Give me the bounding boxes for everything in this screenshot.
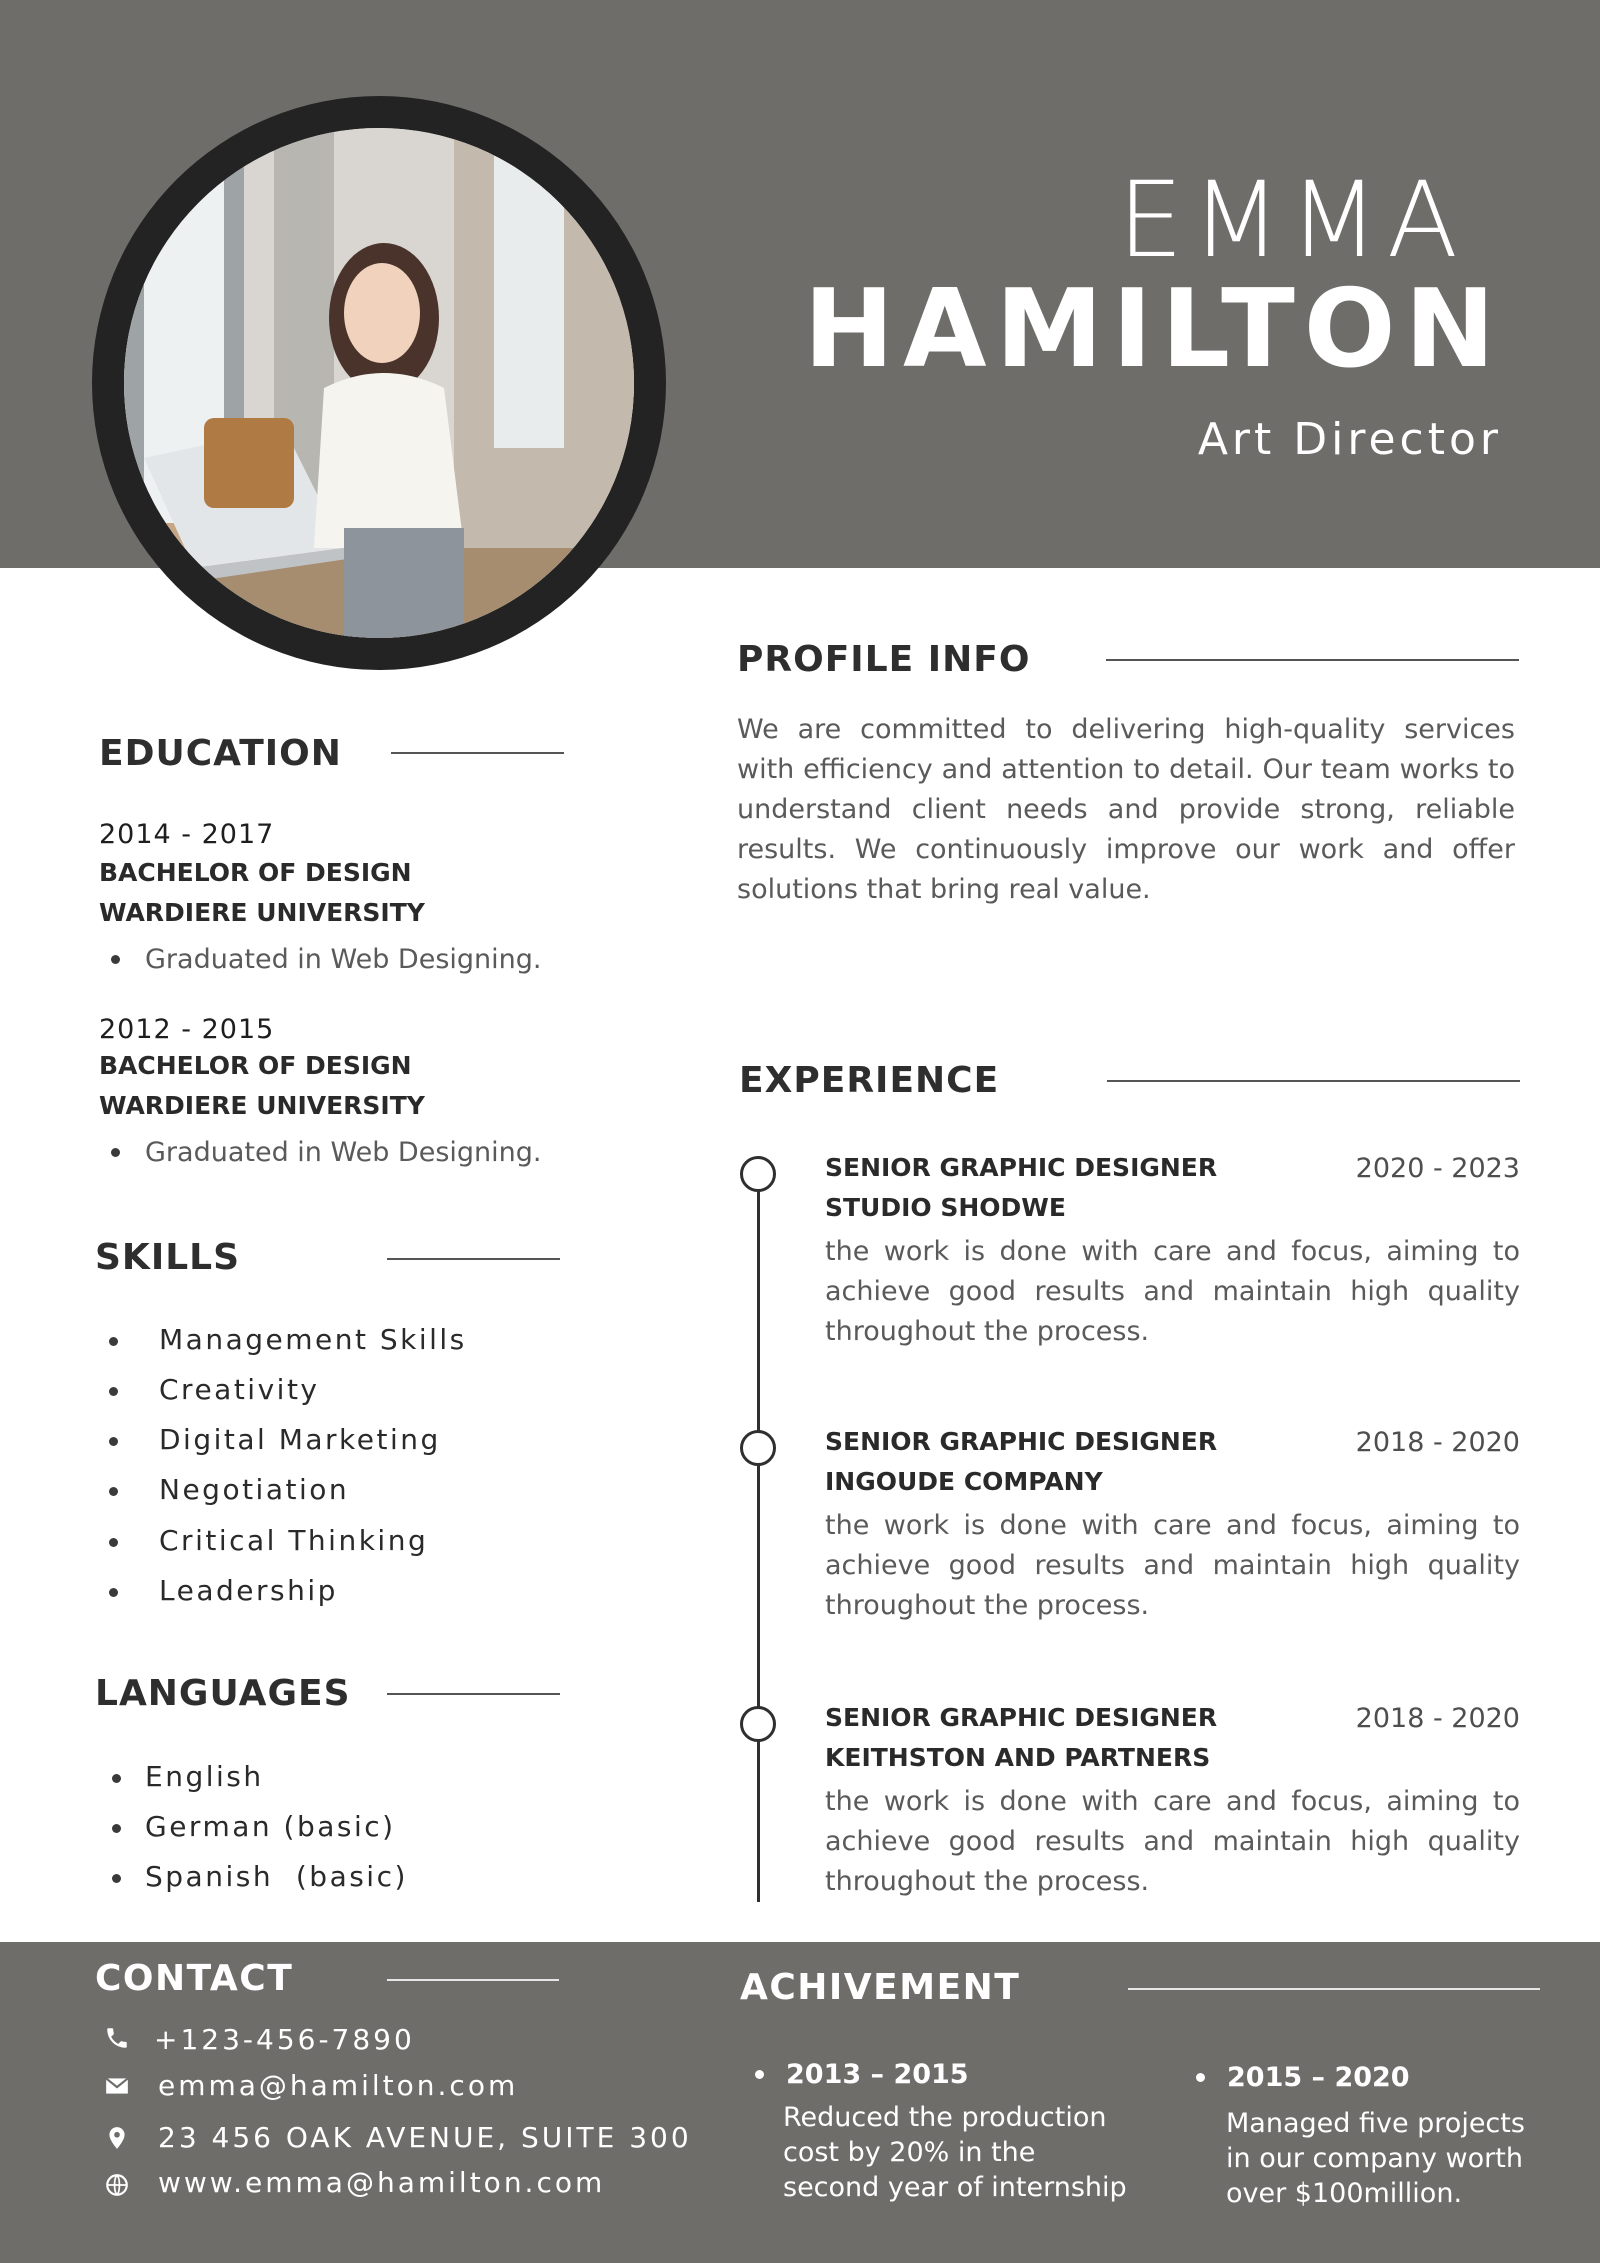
bullet-dot xyxy=(109,1437,118,1446)
contact-title: CONTACT xyxy=(95,1958,294,1999)
achievement-line: Reduced the production xyxy=(783,2102,1107,2133)
experience-years: 2018 - 2020 xyxy=(1355,1703,1520,1734)
achievement-years: 2015 – 2020 xyxy=(1227,2062,1410,2093)
education-note: Graduated in Web Designing. xyxy=(145,944,542,975)
experience-divider xyxy=(1107,1080,1520,1082)
bullet-dot xyxy=(111,1148,120,1157)
achievement-text xyxy=(783,2100,1127,2205)
bullet-dot xyxy=(109,1588,118,1597)
timeline-node xyxy=(740,1430,776,1466)
experience-company: STUDIO SHODWE xyxy=(825,1193,1066,1222)
skills-title: SKILLS xyxy=(95,1237,241,1278)
bullet-dot xyxy=(109,1337,118,1346)
contact-divider xyxy=(387,1979,559,1981)
education-years: 2014 - 2017 xyxy=(99,819,275,850)
skill-item: Leadership xyxy=(159,1574,338,1607)
profile-divider xyxy=(1106,659,1519,661)
globe-icon xyxy=(104,2172,130,2198)
skill-item: Negotiation xyxy=(159,1473,350,1506)
language-item: German (basic) xyxy=(145,1810,396,1843)
achievement-line: cost by 20% in the xyxy=(783,2137,1036,2168)
skill-item: Creativity xyxy=(159,1373,320,1406)
experience-company: INGOUDE COMPANY xyxy=(825,1467,1103,1496)
experience-role: SENIOR GRAPHIC DESIGNER xyxy=(825,1427,1218,1456)
last-name: HAMILTON xyxy=(803,267,1504,392)
skill-item: Critical Thinking xyxy=(159,1524,429,1557)
education-divider xyxy=(391,752,564,754)
location-pin-icon xyxy=(104,2125,130,2151)
job-title: Art Director xyxy=(1197,414,1502,465)
education-school: WARDIERE UNIVERSITY xyxy=(99,1091,425,1120)
bullet-dot xyxy=(109,1538,118,1547)
experience-years: 2020 - 2023 xyxy=(1355,1153,1520,1184)
achievement-title: ACHIVEMENT xyxy=(740,1967,1021,2008)
language-item: Spanish (basic) xyxy=(145,1860,408,1893)
education-note: Graduated in Web Designing. xyxy=(145,1137,542,1168)
languages-title: LANGUAGES xyxy=(95,1673,351,1714)
bullet-dot xyxy=(112,1874,121,1883)
achievement-line: in our company worth xyxy=(1226,2143,1523,2174)
profile-title: PROFILE INFO xyxy=(737,639,1031,680)
first-name: EMMA xyxy=(1117,159,1466,281)
achievement-years: 2013 – 2015 xyxy=(786,2059,969,2090)
contact-address: 23 456 OAK AVENUE, SUITE 300 xyxy=(158,2121,692,2154)
achievement-text xyxy=(1226,2106,1525,2211)
experience-timeline xyxy=(757,1170,760,1902)
achievement-divider xyxy=(1128,1988,1540,1990)
skill-item: Digital Marketing xyxy=(159,1423,441,1456)
experience-years: 2018 - 2020 xyxy=(1355,1427,1520,1458)
language-item: English xyxy=(145,1760,264,1793)
bullet-dot xyxy=(112,1774,121,1783)
education-title: EDUCATION xyxy=(99,733,342,774)
education-years: 2012 - 2015 xyxy=(99,1014,275,1045)
timeline-node xyxy=(740,1706,776,1742)
contact-website[interactable]: www.emma@hamilton.com xyxy=(158,2166,606,2199)
skill-item: Management Skills xyxy=(159,1323,467,1356)
bullet-dot xyxy=(111,955,120,964)
achievement-line: second year of internship xyxy=(783,2172,1127,2203)
contact-email[interactable]: emma@hamilton.com xyxy=(158,2069,519,2102)
bullet-dot xyxy=(755,2070,764,2079)
profile-photo xyxy=(124,128,634,638)
languages-divider xyxy=(387,1693,560,1695)
mail-icon xyxy=(104,2073,130,2099)
experience-description: the work is done with care and focus, aiming to achieve good results and maintain high quality throughout the process. xyxy=(825,1510,1520,1621)
bullet-dot xyxy=(1196,2073,1205,2082)
education-degree: BACHELOR OF DESIGN xyxy=(99,858,412,887)
contact-phone[interactable]: +123-456-7890 xyxy=(154,2023,415,2056)
bullet-dot xyxy=(112,1824,121,1833)
profile-text: We are committed to delivering high-quality services with efficiency and attention to detail. Our team works to understand client needs and provide strong, reliable results. We continuously improve our work and offer solutions that bring real value. xyxy=(737,714,1515,905)
education-degree: BACHELOR OF DESIGN xyxy=(99,1051,412,1080)
education-school: WARDIERE UNIVERSITY xyxy=(99,898,425,927)
skills-divider xyxy=(387,1258,560,1260)
bullet-dot xyxy=(109,1387,118,1396)
bullet-dot xyxy=(109,1487,118,1496)
timeline-node xyxy=(740,1156,776,1192)
experience-title: EXPERIENCE xyxy=(739,1060,1000,1101)
experience-role: SENIOR GRAPHIC DESIGNER xyxy=(825,1703,1218,1732)
achievement-line: Managed five projects xyxy=(1226,2108,1525,2139)
experience-company: KEITHSTON AND PARTNERS xyxy=(825,1743,1211,1772)
phone-icon xyxy=(104,2025,130,2051)
achievement-line: over $100million. xyxy=(1226,2178,1463,2209)
experience-role: SENIOR GRAPHIC DESIGNER xyxy=(825,1153,1218,1182)
experience-description: the work is done with care and focus, aiming to achieve good results and maintain high quality throughout the process. xyxy=(825,1786,1520,1897)
experience-description: the work is done with care and focus, aiming to achieve good results and maintain high quality throughout the process. xyxy=(825,1236,1520,1347)
